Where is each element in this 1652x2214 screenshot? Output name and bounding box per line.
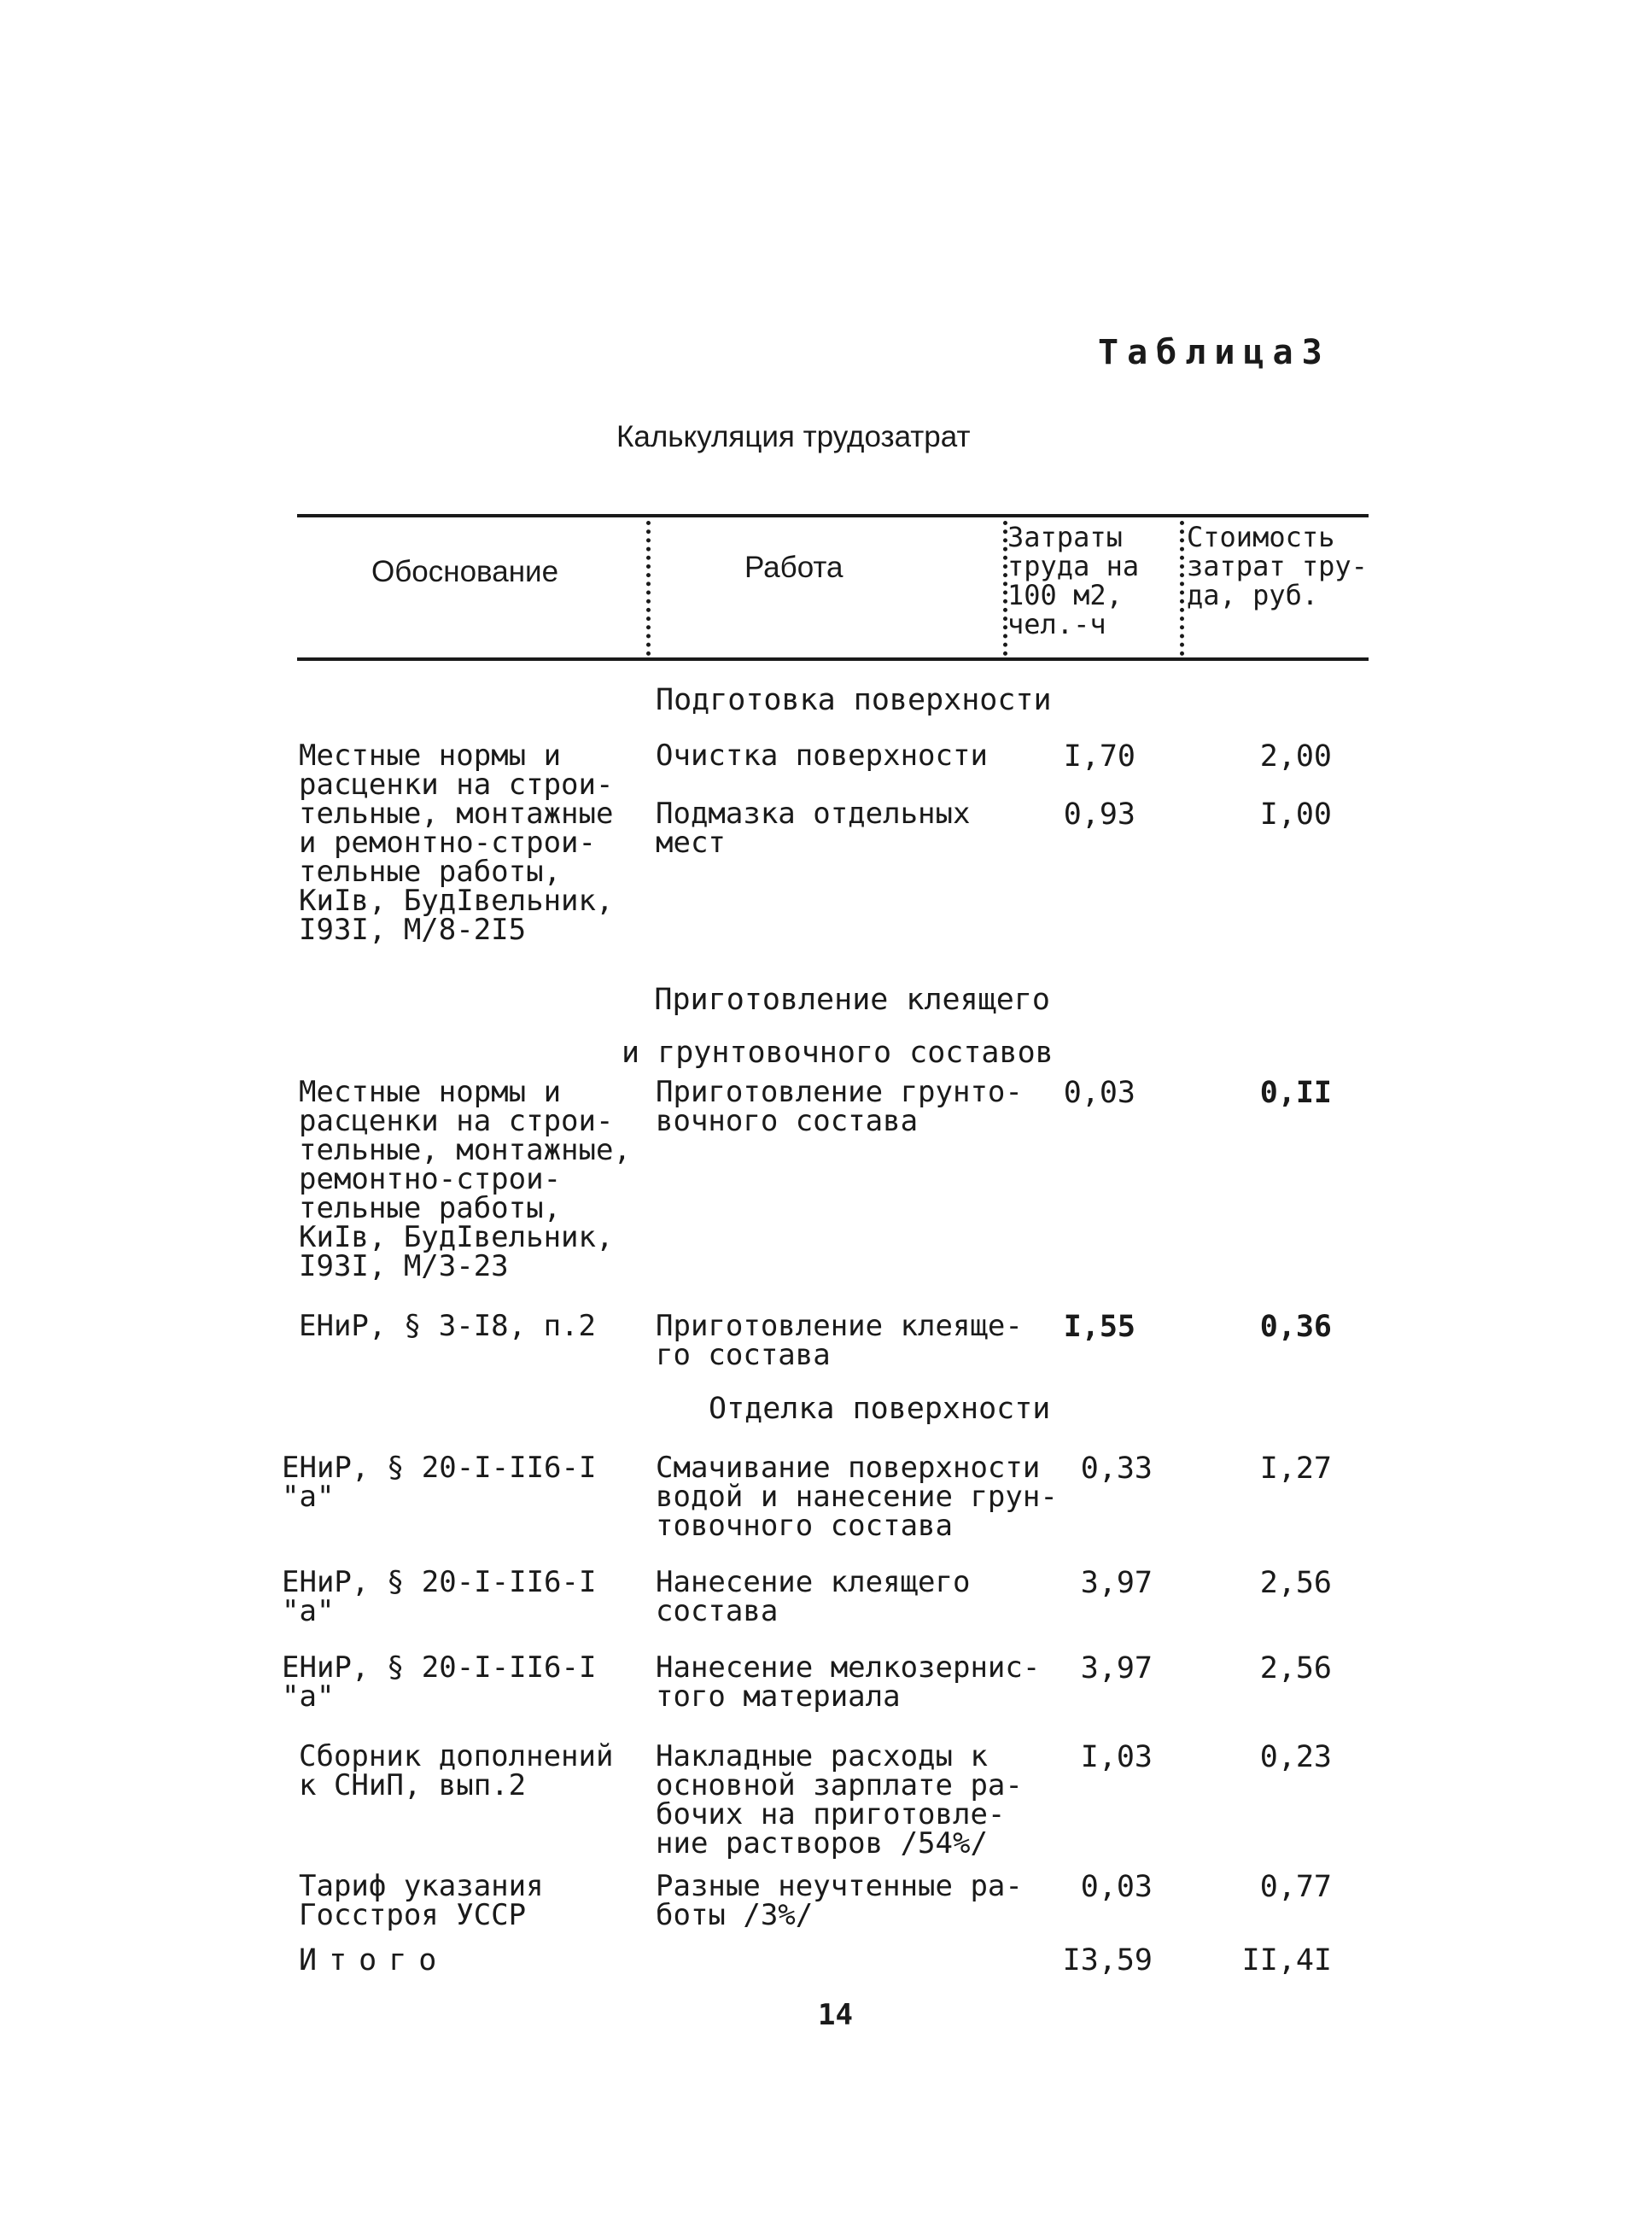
section-title: Подготовка поверхности — [656, 683, 1052, 717]
row-cost: I,00 — [1259, 797, 1332, 832]
row-work: Приготовление клеяще- го состава — [656, 1309, 1023, 1372]
table-number-label: Таблица3 — [1098, 333, 1331, 372]
header-labor-price: Стоимость затрат тру- да, руб. — [1187, 521, 1368, 611]
row-hours: 0,03 — [1063, 1076, 1135, 1110]
page-number: 14 — [818, 1998, 853, 2032]
total-hours: I3,59 — [1062, 1943, 1153, 1977]
row-work: Подмазка отдельных мест — [656, 797, 971, 860]
row-basis: ЕНиР, § 20-I-II6-I "а" — [282, 1451, 597, 1514]
row-hours: 0,03 — [1080, 1870, 1153, 1904]
row-hours: I,55 — [1063, 1310, 1135, 1344]
row-basis: Сборник дополнений к СНиП, вып.2 — [299, 1739, 614, 1802]
section-title: Отделка поверхности — [709, 1392, 1051, 1426]
row-work: Смачивание поверхности водой и нанесение грун- товочного состава — [656, 1451, 1058, 1543]
row-work: Очистка поверхности — [656, 739, 988, 773]
row-hours: 3,97 — [1080, 1651, 1153, 1685]
row-work: Накладные расходы к основной зарплате ра- бочих на приготовле- ние растворов /54%/ — [656, 1739, 1023, 1861]
row-basis: ЕНиР, § 20-I-II6-I "а" — [282, 1565, 597, 1628]
row-basis: ЕНиР, § 3-I8, п.2 — [299, 1309, 596, 1343]
total-label: Итого — [299, 1943, 449, 1977]
table-caption: Калькуляция трудозатрат — [616, 420, 971, 453]
row-hours: 0,93 — [1063, 797, 1135, 832]
header-labor-cost: Затраты труда на 100 м2, чел.-ч — [1007, 521, 1140, 640]
row-cost: 2,56 — [1259, 1566, 1332, 1600]
total-cost: II,4I — [1241, 1943, 1332, 1977]
row-hours: 3,97 — [1080, 1566, 1153, 1600]
row-work: Нанесение мелкозернис- того материала — [656, 1650, 1041, 1714]
row-basis: ЕНиР, § 20-I-II6-I "а" — [282, 1650, 597, 1714]
row-cost: I,27 — [1259, 1452, 1332, 1486]
row-cost: 2,00 — [1259, 739, 1332, 774]
row-work: Нанесение клеящего состава — [656, 1565, 971, 1628]
row-hours: I,70 — [1063, 739, 1135, 774]
section-title: Приготовление клеящего и грунтовочного составов — [622, 983, 1054, 1070]
row-work: Разные неучтенные ра- боты /3%/ — [656, 1869, 1023, 1932]
row-cost: 0,II — [1259, 1076, 1332, 1110]
row-work: Приготовление грунто- вочного состава — [656, 1075, 1023, 1138]
row-cost: 2,56 — [1259, 1651, 1332, 1685]
row-cost: 0,77 — [1259, 1870, 1332, 1904]
row-basis: Тариф указания Госстроя УССР — [299, 1869, 544, 1932]
row-cost: 0,23 — [1259, 1740, 1332, 1774]
row-basis: Местные нормы и расценки на строи- тельные, монтажные и ремонтно-строи- тельные работы, КиIв, БудIвельник, I93I, М/8-2I5 — [299, 739, 614, 947]
header-work: Работа — [744, 551, 844, 584]
row-basis: Местные нормы и расценки на строи- тельные, монтажные, ремонтно-строи- тельные работы, КиIв, БудIвельник, I93I, М/3-23 — [299, 1075, 631, 1283]
column-divider — [1180, 521, 1184, 656]
header-bottom-rule — [297, 657, 1369, 661]
row-hours: 0,33 — [1080, 1452, 1153, 1486]
row-cost: 0,36 — [1259, 1310, 1332, 1344]
header-basis: Обоснование — [371, 555, 559, 588]
header-top-rule — [297, 514, 1369, 517]
row-hours: I,03 — [1080, 1740, 1153, 1774]
column-divider — [646, 521, 651, 656]
